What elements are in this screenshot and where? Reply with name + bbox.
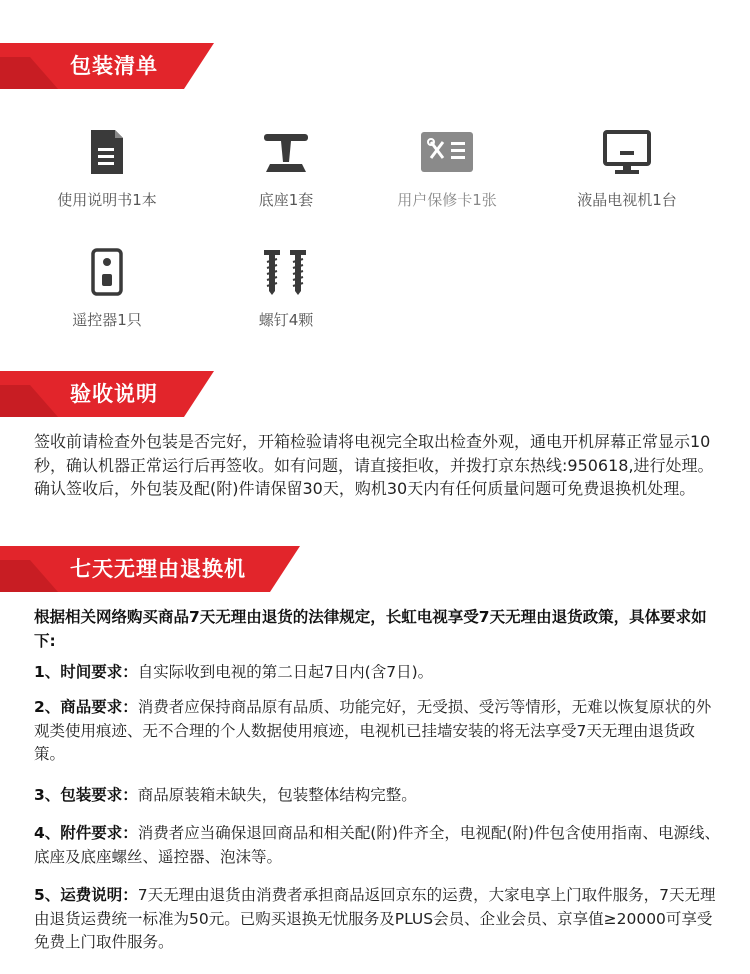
section-banner-returns xyxy=(0,546,306,592)
packing-item-label: 螺钉4颗 xyxy=(258,311,314,329)
packing-item-label: 遥控器1只 xyxy=(72,311,142,329)
returns-item-3 xyxy=(34,784,724,808)
returns-item-body: 消费者应保持商品原有品质、功能完好，无受损、受污等情形，无难以恢复原状的外观类使用痕迹、无不合理的个人数据使用痕迹，电视机已挂墙安装的将无法享受7天无理由退货政策。 xyxy=(34,698,712,763)
packing-item-manual xyxy=(17,128,197,210)
returns-intro-text: 根据相关网络购买商品7天无理由退货的法律规定，长虹电视享受7天无理由退货政策，具体要求如下: xyxy=(34,608,707,650)
returns-item-body: 自实际收到电视的第二日起7日内(含7日)。 xyxy=(137,663,434,681)
packing-item-stand xyxy=(196,128,376,210)
packing-item-remote xyxy=(17,248,197,330)
returns-item-1 xyxy=(34,661,724,685)
packing-item-label: 使用说明书1本 xyxy=(57,191,157,209)
packing-item-screws xyxy=(196,248,376,330)
tv-icon xyxy=(601,128,653,176)
manual-icon xyxy=(87,128,127,176)
acceptance-text: 签收前请检查外包装是否完好，开箱检验请将电视完全取出检查外观，通电开机屏幕正常显示10秒，确认机器正常运行后再签收。如有问题，请直接拒收，并拨打京东热线:950618,进行处理。确认签收后，外包装及配(附)件请保留30天，购机30天内有任何质量问题可免费退换机处理。 xyxy=(34,432,714,498)
returns-item-head: 5、运费说明： xyxy=(34,886,138,904)
screws-icon xyxy=(258,248,314,296)
returns-item-head: 1、时间要求： xyxy=(34,663,138,681)
returns-item-5 xyxy=(34,884,724,955)
packing-item-label: 液晶电视机1台 xyxy=(577,191,677,209)
returns-item-head: 3、包装要求： xyxy=(34,786,138,804)
returns-item-head: 4、附件要求： xyxy=(34,824,138,842)
remote-icon xyxy=(87,248,127,296)
returns-item-2 xyxy=(34,696,724,767)
returns-title: 七天无理由退换机 xyxy=(70,557,246,581)
returns-intro xyxy=(34,606,724,653)
returns-item-4 xyxy=(34,822,724,869)
stand-icon xyxy=(258,128,314,176)
section-banner-acceptance xyxy=(0,371,220,417)
returns-item-body: 7天无理由退货由消费者承担商品返回京东的运费，大家电享上门取件服务，7天无理由退货运费统一标准为50元。已购买退换无忧服务及PLUS会员、企业会员、京享值≥20000可享受免费上门取件服务。 xyxy=(34,886,716,951)
returns-item-body: 消费者应当确保退回商品和相关配(附)件齐全，电视配(附)件包含使用指南、电源线、底座及底座螺丝、遥控器、泡沫等。 xyxy=(34,824,720,866)
acceptance-title: 验收说明 xyxy=(70,382,158,406)
packing-title: 包装清单 xyxy=(70,54,158,78)
packing-item-label: 底座1套 xyxy=(258,191,314,209)
returns-item-head: 2、商品要求： xyxy=(34,698,138,716)
packing-item-tv xyxy=(537,128,717,210)
returns-item-body: 商品原装箱未缺失，包装整体结构完整。 xyxy=(137,786,417,804)
section-banner-packing xyxy=(0,43,220,89)
warranty-card-icon xyxy=(419,128,475,176)
packing-item-warranty-card xyxy=(357,128,537,210)
packing-item-label: 用户保修卡1张 xyxy=(397,191,497,209)
